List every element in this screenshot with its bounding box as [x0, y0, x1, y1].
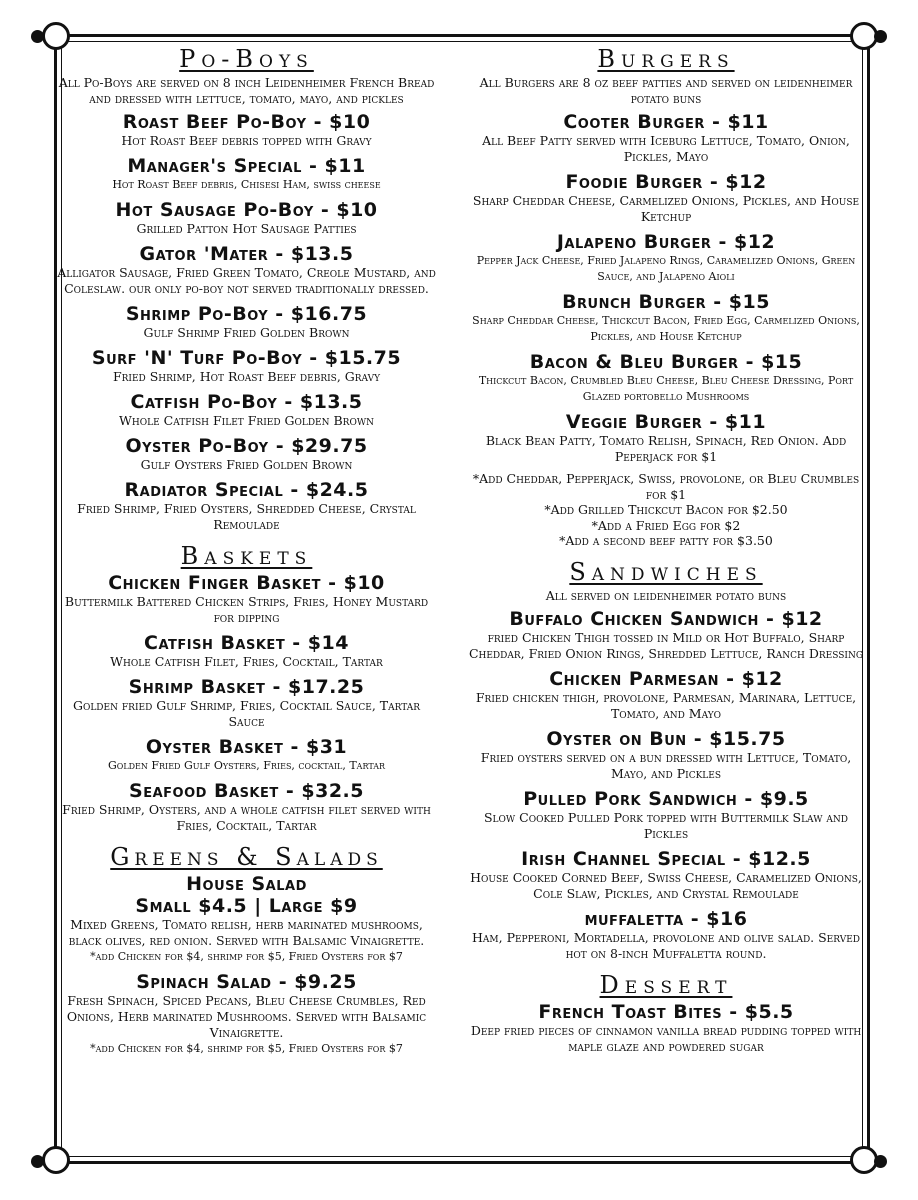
item-desc: Sharp Cheddar Cheese, Thickcut Bacon, Fried Egg, Carmelized Onions, Pickles, and House Ketchup: [472, 314, 860, 343]
item-name: Cooter Burger - $11: [563, 111, 769, 133]
item-name: Gator 'Mater - $13.5: [139, 243, 354, 265]
item-desc: Mixed Greens, Tomato relish, herb marinated mushrooms, black olives, red onion. Served with Balsamic Vinaigrette.: [68, 917, 425, 948]
addon-line: *Add a Fried Egg for $2: [591, 517, 741, 533]
menu-item: [54, 479, 439, 533]
item-name: House Salad: [186, 873, 307, 895]
item-name: Seafood Basket - $32.5: [129, 780, 364, 802]
item-desc: Grilled Patton Hot Sausage Patties: [136, 221, 357, 236]
item-desc: Black Bean Patty, Tomato Relish, Spinach, Red Onion. Add Peperjack for $1: [485, 433, 847, 464]
menu-item: [462, 848, 870, 902]
item-name: Shrimp Basket - $17.25: [128, 676, 365, 698]
item-desc: fried Chicken Thigh tossed in Mild or Hot Buffalo, Sharp Cheddar, Fried Onion Rings, Shredded Lettuce, Ranch Dressing: [468, 629, 864, 661]
menu-item: [54, 873, 439, 965]
item-desc: Gulf Oysters Fried Golden Brown: [140, 457, 353, 472]
item-desc: Hot Roast Beef debris topped with Gravy: [121, 133, 372, 148]
menu-item: [462, 411, 870, 465]
right-column: [462, 44, 870, 1061]
item-desc: Whole Catfish Filet Fried Golden Brown: [119, 413, 374, 428]
burgers-note: All Burgers are 8 oz beef patties and served on leidenheimer potato buns: [479, 75, 853, 106]
item-name: Catfish Basket - $14: [144, 632, 349, 654]
section-title-greens: Greens & Salads: [110, 843, 383, 871]
section-title-dessert: Dessert: [599, 970, 733, 999]
item-price: Small $4.5 | Large $9: [135, 895, 358, 917]
item-name: Chicken Finger Basket - $10: [108, 572, 385, 594]
item-desc: Fried Shrimp, Oysters, and a whole catfish filet served with Fries, Cocktail, Tartar: [62, 802, 431, 833]
item-name: Bacon & Bleu Burger - $15: [529, 351, 803, 373]
burger-addons: [462, 471, 870, 549]
item-desc: Fried Shrimp, Fried Oysters, Shredded Cheese, Crystal Remoulade: [77, 501, 416, 532]
item-name: Hot Sausage Po-Boy - $10: [115, 199, 378, 221]
item-desc: Fried Shrimp, Hot Roast Beef debris, Gravy: [112, 369, 381, 384]
menu-item: [462, 351, 870, 405]
item-addon: *add Chicken for $4, shrimp for $5, Fried Oysters for $7: [90, 1042, 403, 1055]
section-title-baskets: Baskets: [180, 542, 313, 570]
section-title-sandwiches: Sandwiches: [569, 557, 763, 586]
menu-item: [462, 788, 870, 842]
menu-item: [462, 728, 870, 782]
menu-item: [54, 391, 439, 429]
addon-line: *Add Cheddar, Pepperjack, Swiss, provolone, or Bleu Crumbles for $1: [472, 471, 860, 502]
item-desc: Whole Catfish Filet, Fries, Cocktail, Tartar: [110, 654, 383, 669]
menu-item: [54, 572, 439, 626]
corner-dot-bottom-right: [874, 1155, 887, 1168]
item-name: Catfish Po-Boy - $13.5: [130, 391, 363, 413]
item-desc: Ham, Pepperoni, Mortadella, provolone and olive salad. Served hot on 8-inch Muffaletta round.: [472, 929, 860, 961]
menu-item: [54, 632, 439, 670]
menu-item: [54, 435, 439, 473]
item-desc: Sharp Cheddar Cheese, Carmelized Onions, Pickles, and House Ketchup: [472, 193, 860, 224]
menu-item: [54, 347, 439, 385]
item-desc: Deep fried pieces of cinnamon vanilla bread pudding topped with maple glaze and powdered sugar: [470, 1022, 862, 1054]
menu-item: [462, 1001, 870, 1055]
left-column: [54, 44, 439, 1063]
item-desc: Pepper Jack Cheese, Fried Jalapeno Rings, Caramelized Onions, Green Sauce, and Jalapeno Aioli: [476, 254, 856, 283]
item-name: Jalapeno Burger - $12: [556, 231, 776, 253]
addon-line: *Add a second beef patty for $3.50: [559, 533, 773, 548]
menu-item: [54, 199, 439, 237]
item-name: Manager's Special - $11: [127, 155, 366, 177]
item-addon: *add Chicken for $4, shrimp for $5, Fried Oysters for $7: [90, 950, 403, 963]
menu-item: [54, 303, 439, 341]
item-desc: Fried oysters served on a bun dressed with Lettuce, Tomato, Mayo, and Pickles: [480, 749, 852, 781]
item-desc: Golden fried Gulf Shrimp, Fries, Cocktail Sauce, Tartar Sauce: [72, 698, 421, 729]
item-desc: All Beef Patty served with Iceburg Lettuce, Tomato, Onion, Pickles, Mayo: [482, 133, 850, 164]
item-desc: Hot Roast Beef debris, Chisesi Ham, swiss cheese: [112, 178, 381, 191]
menu-item: [54, 676, 439, 730]
item-name: Surf 'N' Turf Po-Boy - $15.75: [91, 347, 402, 369]
menu-item: [54, 971, 439, 1057]
section-title-burgers: Burgers: [597, 45, 735, 73]
item-name: Veggie Burger - $11: [565, 411, 767, 433]
menu-item: [54, 736, 439, 774]
item-desc: Thickcut Bacon, Crumbled Bleu Cheese, Bleu Cheese Dressing, Port Glazed portobello Mushrooms: [478, 374, 854, 403]
menu-item: [462, 908, 870, 962]
item-desc: Buttermilk Battered Chicken Strips, Fries, Honey Mustard for dipping: [64, 594, 429, 625]
item-name: Chicken Parmesan - $12: [549, 667, 783, 690]
menu-item: [462, 668, 870, 722]
menu-item: [462, 111, 870, 165]
corner-dot-top-left: [31, 30, 44, 43]
corner-ornament-bottom-left: [42, 1146, 70, 1174]
menu-item: [54, 111, 439, 149]
item-desc: House Cooked Corned Beef, Swiss Cheese, Caramelized Onions, Cole Slaw, Pickles, and Crystal Remoulade: [470, 869, 862, 901]
item-desc: Fried chicken thigh, provolone, Parmesan, Marinara, Lettuce, Tomato, and Mayo: [475, 689, 857, 721]
item-name: Oyster Po-Boy - $29.75: [125, 435, 368, 457]
item-name: muffaletta - $16: [584, 907, 748, 930]
item-desc: Slow Cooked Pulled Pork topped with Buttermilk Slaw and Pickles: [483, 809, 849, 841]
item-name: Spinach Salad - $9.25: [136, 971, 357, 993]
item-name: Roast Beef Po-Boy - $10: [122, 111, 371, 133]
item-name: Irish Channel Special - $12.5: [521, 847, 811, 870]
item-name: Shrimp Po-Boy - $16.75: [125, 303, 368, 325]
corner-dot-top-right: [874, 30, 887, 43]
menu-item: [462, 291, 870, 345]
menu-item: [54, 155, 439, 193]
addon-line: *Add Grilled Thickcut Bacon for $2.50: [544, 502, 788, 517]
corner-dot-bottom-left: [31, 1155, 44, 1168]
item-name: French Toast Bites - $5.5: [538, 1000, 794, 1023]
menu-item: [54, 780, 439, 834]
item-desc: Golden Fried Gulf Oysters, Fries, cocktail, Tartar: [107, 759, 386, 772]
sandwiches-note: All served on leidenheimer potato buns: [545, 587, 787, 603]
poboys-note: All Po-Boys are served on 8 inch Leidenheimer French Bread and dressed with lettuce, tomato, mayo, and pickles: [58, 75, 435, 106]
menu-item: [462, 171, 870, 225]
item-name: Foodie Burger - $12: [565, 171, 767, 193]
item-name: Oyster Basket - $31: [145, 736, 348, 758]
menu-item: [462, 231, 870, 285]
item-desc: Fresh Spinach, Spiced Pecans, Bleu Cheese Crumbles, Red Onions, Herb marinated Mushrooms. Served with Balsamic Vinaigrette.: [66, 993, 427, 1040]
item-name: Pulled Pork Sandwich - $9.5: [523, 787, 809, 810]
menu-item: [54, 243, 439, 297]
item-name: Oyster on Bun - $15.75: [546, 727, 786, 750]
item-name: Radiator Special - $24.5: [124, 479, 369, 501]
item-name: Brunch Burger - $15: [562, 291, 770, 313]
menu-item: [462, 608, 870, 662]
item-name: Buffalo Chicken Sandwich - $12: [509, 607, 823, 630]
item-desc: Gulf Shrimp Fried Golden Brown: [143, 325, 350, 340]
item-desc: Alligator Sausage, Fried Green Tomato, Creole Mustard, and Coleslaw. our only po-boy not served traditionally dressed.: [57, 265, 436, 296]
section-title-poboys: Po-Boys: [179, 45, 314, 73]
